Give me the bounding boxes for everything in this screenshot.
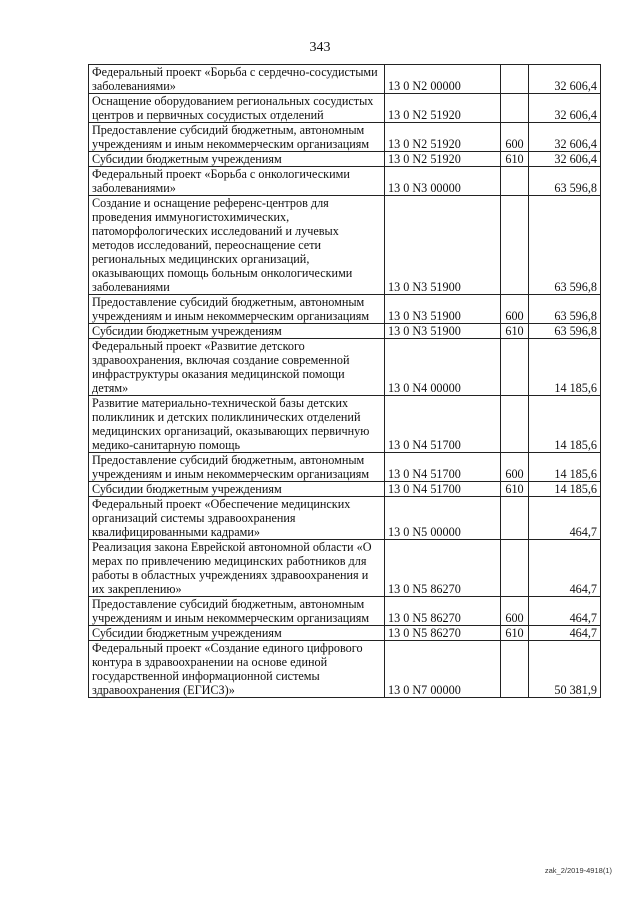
table-row xyxy=(89,295,601,324)
row-name: Федеральный проект «Развитие детского здравоохранения, включая создание современной инфраструктуры оказания медицинской помощи детям» xyxy=(89,339,385,396)
row-code: 13 0 N2 51920 xyxy=(385,123,501,152)
row-amount: 63 596,8 xyxy=(529,324,601,339)
table-row xyxy=(89,641,601,698)
row-name: Предоставление субсидий бюджетным, автономным учреждениям и иным некоммерческим организациям xyxy=(89,123,385,152)
table-row xyxy=(89,324,601,339)
row-code: 13 0 N5 00000 xyxy=(385,497,501,540)
row-code: 13 0 N5 86270 xyxy=(385,626,501,641)
row-name: Федеральный проект «Создание единого цифрового контура в здравоохранении на основе единой государственной информационной системы здравоохранения (ЕГИСЗ)» xyxy=(89,641,385,698)
row-code: 13 0 N3 51900 xyxy=(385,324,501,339)
row-code: 13 0 N2 51920 xyxy=(385,94,501,123)
table-row xyxy=(89,65,601,94)
document-footer-code: zak_2/2019-4918(1) xyxy=(544,866,612,875)
row-code: 13 0 N3 51900 xyxy=(385,196,501,295)
row-expense-type xyxy=(501,497,529,540)
row-amount: 32 606,4 xyxy=(529,65,601,94)
row-amount: 63 596,8 xyxy=(529,295,601,324)
row-name: Субсидии бюджетным учреждениям xyxy=(89,626,385,641)
table-row xyxy=(89,626,601,641)
table-row xyxy=(89,339,601,396)
row-amount: 32 606,4 xyxy=(529,94,601,123)
row-name: Предоставление субсидий бюджетным, автономным учреждениям и иным некоммерческим организациям xyxy=(89,597,385,626)
row-name: Оснащение оборудованием региональных сосудистых центров и первичных сосудистых отделений xyxy=(89,94,385,123)
row-amount: 14 185,6 xyxy=(529,482,601,497)
row-code: 13 0 N4 51700 xyxy=(385,482,501,497)
row-name: Реализация закона Еврейской автономной области «О мерах по привлечению медицинских работников для работы в областных учреждениях здравоохранения и их закреплению» xyxy=(89,540,385,597)
row-expense-type: 600 xyxy=(501,453,529,482)
page-number: 343 xyxy=(309,40,331,55)
row-name: Субсидии бюджетным учреждениям xyxy=(89,152,385,167)
row-name: Федеральный проект «Борьба с сердечно-сосудистыми заболеваниями» xyxy=(89,65,385,94)
table-row xyxy=(89,167,601,196)
row-name: Развитие материально-технической базы детских поликлиник и детских поликлинических отделений медицинских организаций, оказывающих первичную медико-санитарную помощь xyxy=(89,396,385,453)
row-name: Предоставление субсидий бюджетным, автономным учреждениям и иным некоммерческим организациям xyxy=(89,453,385,482)
row-expense-type xyxy=(501,65,529,94)
row-expense-type: 600 xyxy=(501,597,529,626)
row-expense-type xyxy=(501,94,529,123)
row-name: Субсидии бюджетным учреждениям xyxy=(89,482,385,497)
row-name: Федеральный проект «Борьба с онкологическими заболеваниями» xyxy=(89,167,385,196)
table-row xyxy=(89,453,601,482)
row-code: 13 0 N4 51700 xyxy=(385,453,501,482)
row-name: Федеральный проект «Обеспечение медицинских организаций системы здравоохранения квалифицированными кадрами» xyxy=(89,497,385,540)
row-amount: 50 381,9 xyxy=(529,641,601,698)
row-code: 13 0 N3 51900 xyxy=(385,295,501,324)
row-code: 13 0 N3 00000 xyxy=(385,167,501,196)
row-code: 13 0 N4 51700 xyxy=(385,396,501,453)
row-expense-type xyxy=(501,396,529,453)
row-expense-type: 610 xyxy=(501,152,529,167)
row-amount: 14 185,6 xyxy=(529,396,601,453)
row-amount: 464,7 xyxy=(529,626,601,641)
row-expense-type: 600 xyxy=(501,123,529,152)
row-expense-type xyxy=(501,167,529,196)
table-row xyxy=(89,482,601,497)
row-expense-type: 610 xyxy=(501,482,529,497)
row-expense-type xyxy=(501,339,529,396)
row-amount: 63 596,8 xyxy=(529,167,601,196)
table-row xyxy=(89,497,601,540)
table-row xyxy=(89,396,601,453)
row-code: 13 0 N5 86270 xyxy=(385,540,501,597)
table-row xyxy=(89,597,601,626)
table-row xyxy=(89,196,601,295)
budget-table-body xyxy=(89,65,601,698)
row-code: 13 0 N7 00000 xyxy=(385,641,501,698)
row-amount: 464,7 xyxy=(529,597,601,626)
row-amount: 63 596,8 xyxy=(529,196,601,295)
row-expense-type: 610 xyxy=(501,324,529,339)
row-code: 13 0 N2 00000 xyxy=(385,65,501,94)
row-amount: 464,7 xyxy=(529,497,601,540)
table-row xyxy=(89,540,601,597)
row-amount: 32 606,4 xyxy=(529,152,601,167)
table-row xyxy=(89,94,601,123)
row-expense-type xyxy=(501,540,529,597)
row-amount: 464,7 xyxy=(529,540,601,597)
row-expense-type: 600 xyxy=(501,295,529,324)
row-amount: 14 185,6 xyxy=(529,339,601,396)
row-name: Создание и оснащение референс-центров для проведения иммуногистохимических, патоморфологических исследований и лучевых методов исследований, переоснащение сети региональных медицинских организаций, оказывающих помощь больным онкологическими заболеваниями xyxy=(89,196,385,295)
row-name: Предоставление субсидий бюджетным, автономным учреждениям и иным некоммерческим организациям xyxy=(89,295,385,324)
row-amount: 14 185,6 xyxy=(529,453,601,482)
table-row xyxy=(89,123,601,152)
row-code: 13 0 N5 86270 xyxy=(385,597,501,626)
row-expense-type xyxy=(501,641,529,698)
row-expense-type: 610 xyxy=(501,626,529,641)
row-code: 13 0 N4 00000 xyxy=(385,339,501,396)
row-amount: 32 606,4 xyxy=(529,123,601,152)
budget-table xyxy=(88,64,601,698)
table-row xyxy=(89,152,601,167)
row-name: Субсидии бюджетным учреждениям xyxy=(89,324,385,339)
row-code: 13 0 N2 51920 xyxy=(385,152,501,167)
row-expense-type xyxy=(501,196,529,295)
